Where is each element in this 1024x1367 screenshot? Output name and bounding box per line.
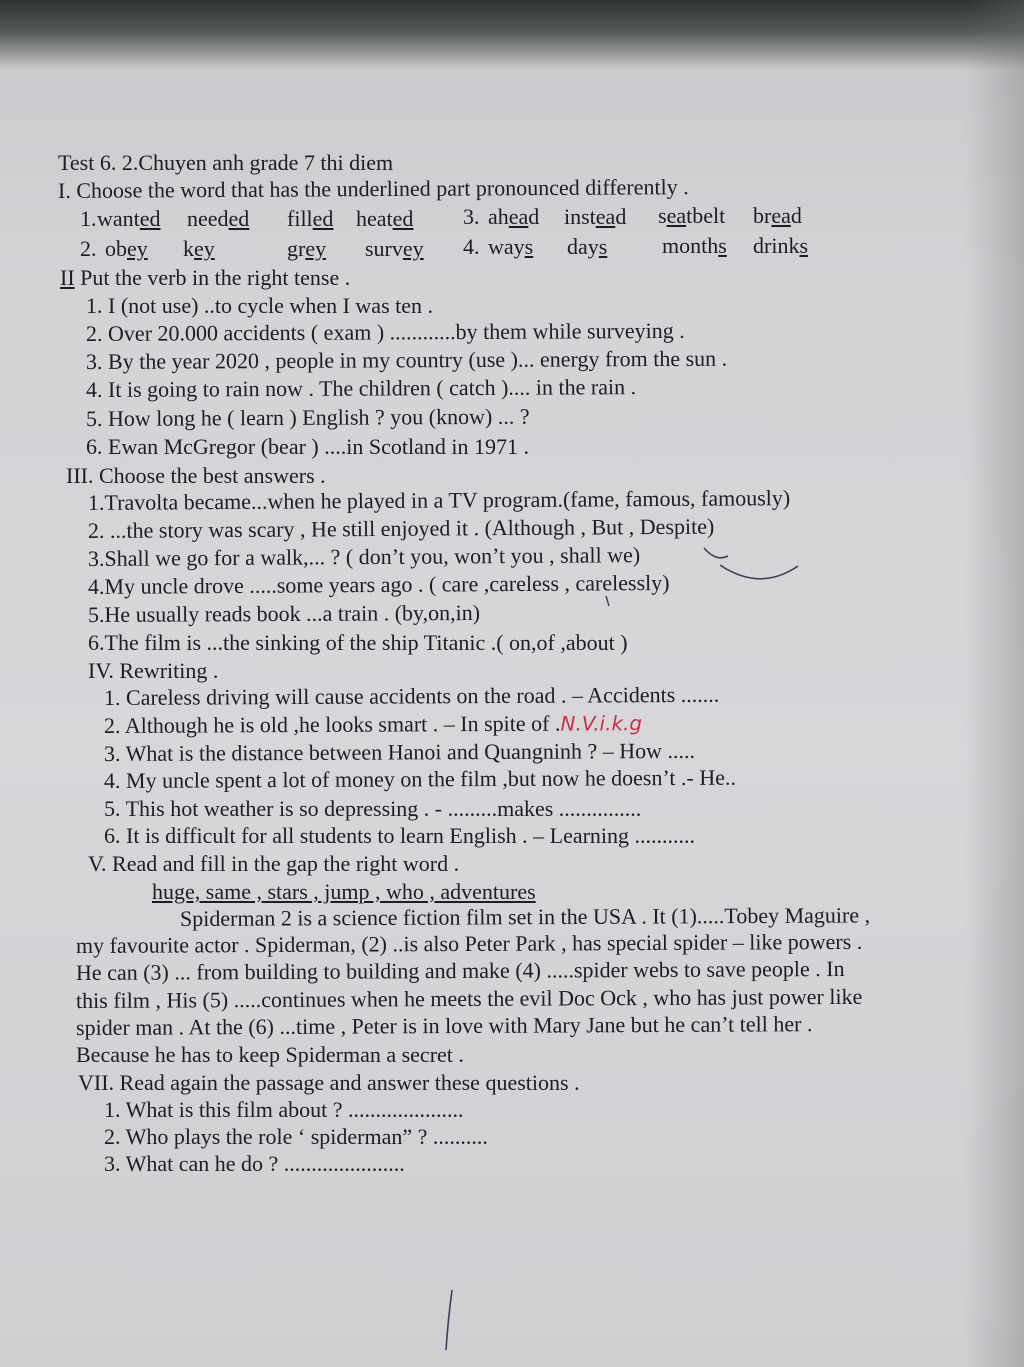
q1-word: needed xyxy=(187,206,250,231)
pen-circle-mark xyxy=(704,548,728,558)
section-7-item: 2. Who plays the role ‘ spiderman” ? .......... xyxy=(104,1124,488,1149)
q4-word: days xyxy=(567,234,608,259)
section-7-item: 3. What can he do ? ...................... xyxy=(104,1151,405,1176)
q2-number: 2. xyxy=(80,236,97,261)
section-3-item: 4.My uncle drove .....some years ago . ( care ,careless , carelessly) xyxy=(87,569,670,599)
q3-word: instead xyxy=(564,204,627,229)
q4-number: 4. xyxy=(463,234,480,259)
section-3-item: 6.The film is ...the sinking of the ship Titanic .( on,of ,about ) xyxy=(88,630,628,655)
section-7-heading: VII. Read again the passage and answer these questions . xyxy=(78,1070,580,1095)
section-2-item: 1. I (not use) ..to cycle when I was ten . xyxy=(86,293,434,318)
passage-line: Because he has to keep Spiderman a secret . xyxy=(76,1042,464,1067)
q3-word: bread xyxy=(753,203,802,228)
section-2-item: 5. How long he ( learn ) English ? you (know) ... ? xyxy=(85,403,530,431)
section-2-heading: II Put the verb in the right tense . xyxy=(60,265,351,290)
q3-number: 3. xyxy=(463,204,480,229)
q1-word: wanted xyxy=(97,206,161,231)
passage-line: spider man . At the (6) ...time , Peter is in love with Mary Jane but he can’t tell her . xyxy=(75,1011,813,1040)
section-2-item: 2. Over 20.000 accidents ( exam ) ............by them while surveying . xyxy=(85,317,685,346)
q4-word: ways xyxy=(488,234,534,259)
q2-word: grey xyxy=(287,236,327,261)
section-4-item: 2. Although he is old ,he looks smart . – In spite of .N.V.i.k.g xyxy=(103,710,643,738)
word-bank: huge, same , stars , jump , who , adventures xyxy=(152,879,536,904)
section-4-item: 6. It is difficult for all students to learn English . – Learning ........... xyxy=(104,823,696,848)
section-3-item: 1.Travolta became...when he played in a TV program.(fame, famous, famously) xyxy=(87,485,791,515)
pen-stray-line xyxy=(446,1290,452,1350)
section-5-heading: V. Read and fill in the gap the right word . xyxy=(88,851,460,876)
test-title: Test 6. 2.Chuyen anh grade 7 thi diem xyxy=(58,150,394,175)
q4-word: months xyxy=(662,233,727,258)
section-3-heading: III. Choose the best answers . xyxy=(66,463,326,488)
section-1-heading: I. Choose the word that has the underlined part pronounced differently . xyxy=(57,174,689,203)
q2-word: obey xyxy=(105,236,148,261)
q1-word: heated xyxy=(356,206,414,231)
q1-word: filled xyxy=(287,206,334,231)
section-4-item: 5. This hot weather is so depressing . - .........makes ............... xyxy=(104,796,642,821)
q3-word: seatbelt xyxy=(658,203,726,228)
section-4-heading: IV. Rewriting . xyxy=(88,658,219,683)
passage-line: this film , His (5) .....continues when he meets the evil Doc Ock , who has just power like xyxy=(75,983,863,1013)
section-2-item: 4. It is going to rain now . The children ( catch ).... in the rain . xyxy=(85,374,637,402)
section-2-item: 6. Ewan McGregor (bear ) ....in Scotland in 1971 . xyxy=(86,434,529,459)
q2-word: key xyxy=(183,236,215,261)
section-4-item: 1. Careless driving will cause accidents on the road . – Accidents ....... xyxy=(103,681,720,710)
section-3-item: 2. ...the story was scary , He still enjoyed it . (Although , But , Despite) xyxy=(87,513,715,543)
q3-word: ahead xyxy=(488,204,540,229)
pen-tick-mark xyxy=(606,596,609,606)
section-7-item: 1. What is this film about ? ..................... xyxy=(104,1097,464,1122)
passage-line: my favourite actor . Spiderman, (2) ..is also Peter Park , has special spider – like powers . xyxy=(75,928,863,958)
handwritten-note: N.V.i.k.g xyxy=(560,711,643,736)
section-3-item: 5.He usually reads book ...a train . (by,on,in) xyxy=(87,599,481,627)
q4-word: drinks xyxy=(753,233,809,258)
q1-number: 1. xyxy=(80,206,97,231)
section-3-item: 3.Shall we go for a walk,... ? ( don’t you, won’t you , shall we) xyxy=(87,542,641,571)
section-4-item: 4. My uncle spent a lot of money on the film ,but now he doesn’t .- He.. xyxy=(103,764,737,793)
section-4-item: 3. What is the distance between Hanoi and Quangninh ? – How ..... xyxy=(103,737,696,766)
q2-word: survey xyxy=(365,236,424,261)
passage-line: Spiderman 2 is a science fiction film set in the USA . It (1).....Tobey Maguire , xyxy=(179,902,871,931)
pen-curve-mark xyxy=(720,565,798,579)
section-2-item: 3. By the year 2020 , people in my country (use )... energy from the sun . xyxy=(85,345,728,374)
passage-line: He can (3) ... from building to building and make (4) .....spider webs to save people . In xyxy=(75,955,845,985)
